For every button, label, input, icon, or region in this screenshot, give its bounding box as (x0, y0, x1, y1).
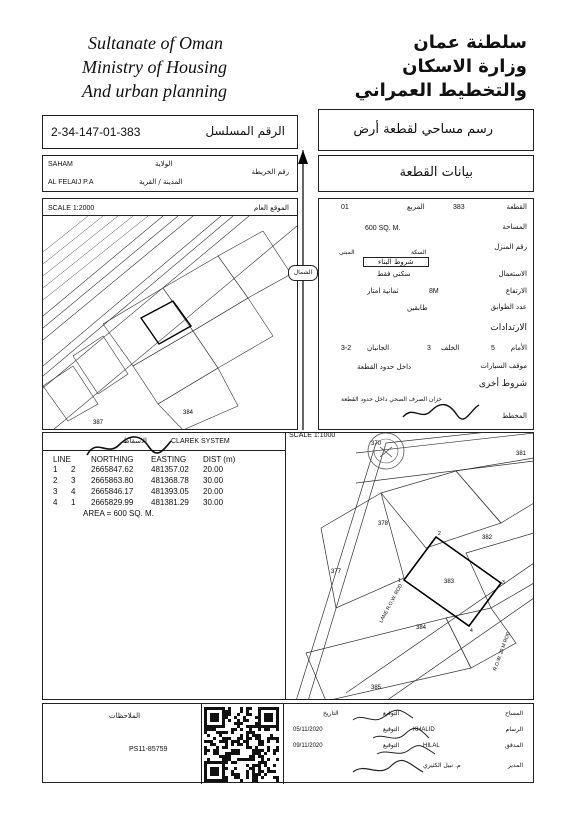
height-label: الارتفاع (505, 287, 527, 295)
coords-northing: 2665847.62 (91, 465, 134, 474)
drafter-label: الرسام (505, 726, 523, 733)
vertex-4: 4 (470, 628, 473, 634)
vertex-2: 2 (438, 531, 441, 537)
coords-easting: 481357.02 (151, 465, 189, 474)
drafter-date: 05/11/2020 (293, 727, 323, 733)
qr-code-icon (203, 706, 279, 782)
checker-sign-label: التوقيع (383, 742, 400, 749)
drafter-name: KHALID (413, 727, 435, 733)
header-en-line2: Ministry of Housing (82, 57, 228, 77)
detail-plot-370: 370 (371, 441, 382, 447)
vertex-1: 1 (398, 578, 401, 584)
town-label: المدينة / القرية (139, 178, 183, 186)
surveyor-label: المساح (504, 710, 523, 717)
general-map-box (42, 198, 298, 430)
back-value: 3 (427, 345, 431, 352)
floors-label: السكة (411, 249, 427, 256)
coords-dist: 30.00 (203, 476, 224, 485)
coords-easting: 481381.29 (151, 498, 189, 507)
north-arrow-icon (290, 150, 316, 430)
use-label: الاستعمال (498, 270, 527, 278)
title-box (318, 109, 534, 151)
block-no: 01 (341, 204, 349, 211)
location-box (42, 155, 298, 192)
map-no-label: رقم الخريطة (251, 168, 289, 176)
block-label: المربع (407, 203, 425, 211)
coords-northing: 2665863.80 (91, 476, 134, 485)
general-map-plot-387: 387 (93, 420, 104, 426)
town-value: AL FELAIJ P.A (48, 179, 94, 186)
ref-no: PS11-85759 (129, 746, 168, 753)
coords-row (53, 497, 278, 508)
wilaya-value: SAHAM (48, 161, 73, 168)
general-map-drawing (43, 216, 297, 430)
coords-dist: 20.00 (203, 465, 224, 474)
footer-box (42, 703, 534, 783)
setbacks-label: الارتدادات (490, 323, 527, 333)
coords-header-dist: DIST (m) (203, 455, 236, 464)
plot-header: بيانات القطعة (399, 165, 473, 180)
detail-service-road: LANE R.O.W. ROD (378, 583, 404, 624)
drafter-sign-label: التوقيع (383, 726, 400, 733)
coords-easting: 481393.05 (151, 487, 189, 496)
other-value: خزان الصرف الصحي داخل حدود القطعة (341, 396, 443, 403)
other-label: شروط أخرى (478, 379, 527, 389)
back-label: الخلف (441, 344, 460, 352)
header-ar-line2: وزارة الاسكان (402, 56, 527, 77)
detail-plot-382: 382 (482, 535, 493, 541)
storeys-value: طابقين (407, 304, 428, 312)
height-value: 8M (429, 288, 439, 295)
checker-name: HILAL (423, 743, 440, 749)
checker-label: المدقق (505, 742, 523, 749)
coords-header (53, 455, 278, 464)
plot-label: القطعة (506, 203, 527, 211)
detail-plot-378: 378 (378, 521, 389, 527)
coords-area: AREA = 600 SQ. M. (83, 509, 154, 518)
coords-table (53, 455, 278, 518)
surveyor-date-label: التاريخ (323, 710, 339, 717)
footer-divider-2 (283, 704, 284, 784)
footer-signatures (343, 708, 443, 782)
header-ar-line3: والتخطيط العمراني (354, 80, 527, 101)
detail-system: CLAREK SYSTEM (171, 438, 230, 445)
notes-label: الملاحظات (109, 712, 141, 720)
north-label: الشمال (288, 265, 318, 281)
detail-plot-381: 381 (516, 451, 527, 457)
planner-label: المخطط (501, 412, 527, 420)
footer-divider-1 (201, 704, 202, 784)
sides-label: الجانبان (367, 344, 390, 352)
coords-northing: 2665846.17 (91, 487, 134, 496)
header-en-line1: Sultanate of Oman (88, 33, 223, 53)
checker-date: 09/11/2020 (293, 743, 323, 749)
coords-row (53, 486, 278, 497)
coords-to: 1 (71, 498, 76, 507)
coords-dist: 30.00 (203, 498, 224, 507)
detail-plot-383: 383 (444, 579, 455, 585)
general-map-scale: SCALE 1:2000 (48, 205, 95, 212)
coords-rows (53, 464, 278, 508)
coords-row (53, 475, 278, 486)
detail-section (42, 432, 534, 700)
serial-value: 2-34-147-01-383 (51, 125, 141, 139)
coords-to: 4 (71, 487, 76, 496)
wilaya-label: الولاية (155, 160, 173, 168)
surveyor-sign-label: التوقيع (383, 710, 400, 717)
coords-from: 3 (53, 487, 58, 496)
vertex-3: 3 (502, 580, 505, 586)
detail-plot-377: 377 (331, 569, 342, 575)
area-value: 600 SQ. M. (365, 225, 401, 232)
plot-data-box (318, 198, 534, 430)
detail-plot-384: 384 (416, 625, 427, 631)
director-name: م. نبيل الكثيري (423, 762, 461, 769)
serial-label: الرقم المسلسل (205, 124, 285, 138)
sides-value: 3-2 (341, 345, 352, 352)
detail-map-scale: SCALE 1:1000 (289, 432, 336, 439)
building-label: المبنى (339, 249, 355, 256)
detail-plot-385: 385 (371, 685, 382, 691)
header-en-line3: And urban planning (82, 81, 228, 101)
use-value: سكني فقط (377, 270, 411, 278)
house-label: رقم المنزل (494, 243, 527, 251)
coords-dist: 20.00 (203, 487, 224, 496)
coords-header-easting: EASTING (151, 455, 187, 464)
general-map-subject-plot (141, 301, 191, 344)
coords-from: 2 (53, 476, 58, 485)
conditions-box: شروط البناء (363, 257, 429, 267)
serial-box (42, 115, 298, 149)
coords-from: 4 (53, 498, 58, 507)
height-desc: ثمانية امتار (367, 287, 399, 295)
director-label: المدير (507, 762, 523, 769)
projection-label: الاسقاط (123, 437, 147, 445)
coords-to: 3 (71, 476, 76, 485)
plot-no: 383 (453, 204, 465, 211)
coords-from: 1 (53, 465, 58, 474)
header-ar-line1: سلطنة عمان (413, 32, 527, 53)
parking-value: داخل حدود القطعة (357, 363, 412, 371)
planner-signature (401, 399, 481, 425)
coords-header-northing: NORTHING (91, 455, 134, 464)
general-map-plot-384: 384 (183, 410, 194, 416)
coords-header-line: LINE (53, 455, 71, 464)
plot-header-box (318, 155, 534, 192)
front-value: 5 (491, 345, 495, 352)
storeys-label: عدد الطوابق (490, 303, 527, 311)
coords-northing: 2665829.99 (91, 498, 134, 507)
detail-map-drawing (286, 433, 534, 700)
coords-to: 2 (71, 465, 76, 474)
general-map-label: الموقع العام (254, 204, 289, 212)
area-label: المساحة (502, 223, 527, 231)
front-label: الأمام (510, 344, 527, 352)
coords-easting: 481368.78 (151, 476, 189, 485)
parking-label: موقف السيارات (480, 362, 527, 370)
title-text: رسم مساحي لقطعة أرض (353, 122, 493, 137)
coords-row (53, 464, 278, 475)
detail-road-label: R.O.W. 20 M ROD (492, 630, 512, 672)
